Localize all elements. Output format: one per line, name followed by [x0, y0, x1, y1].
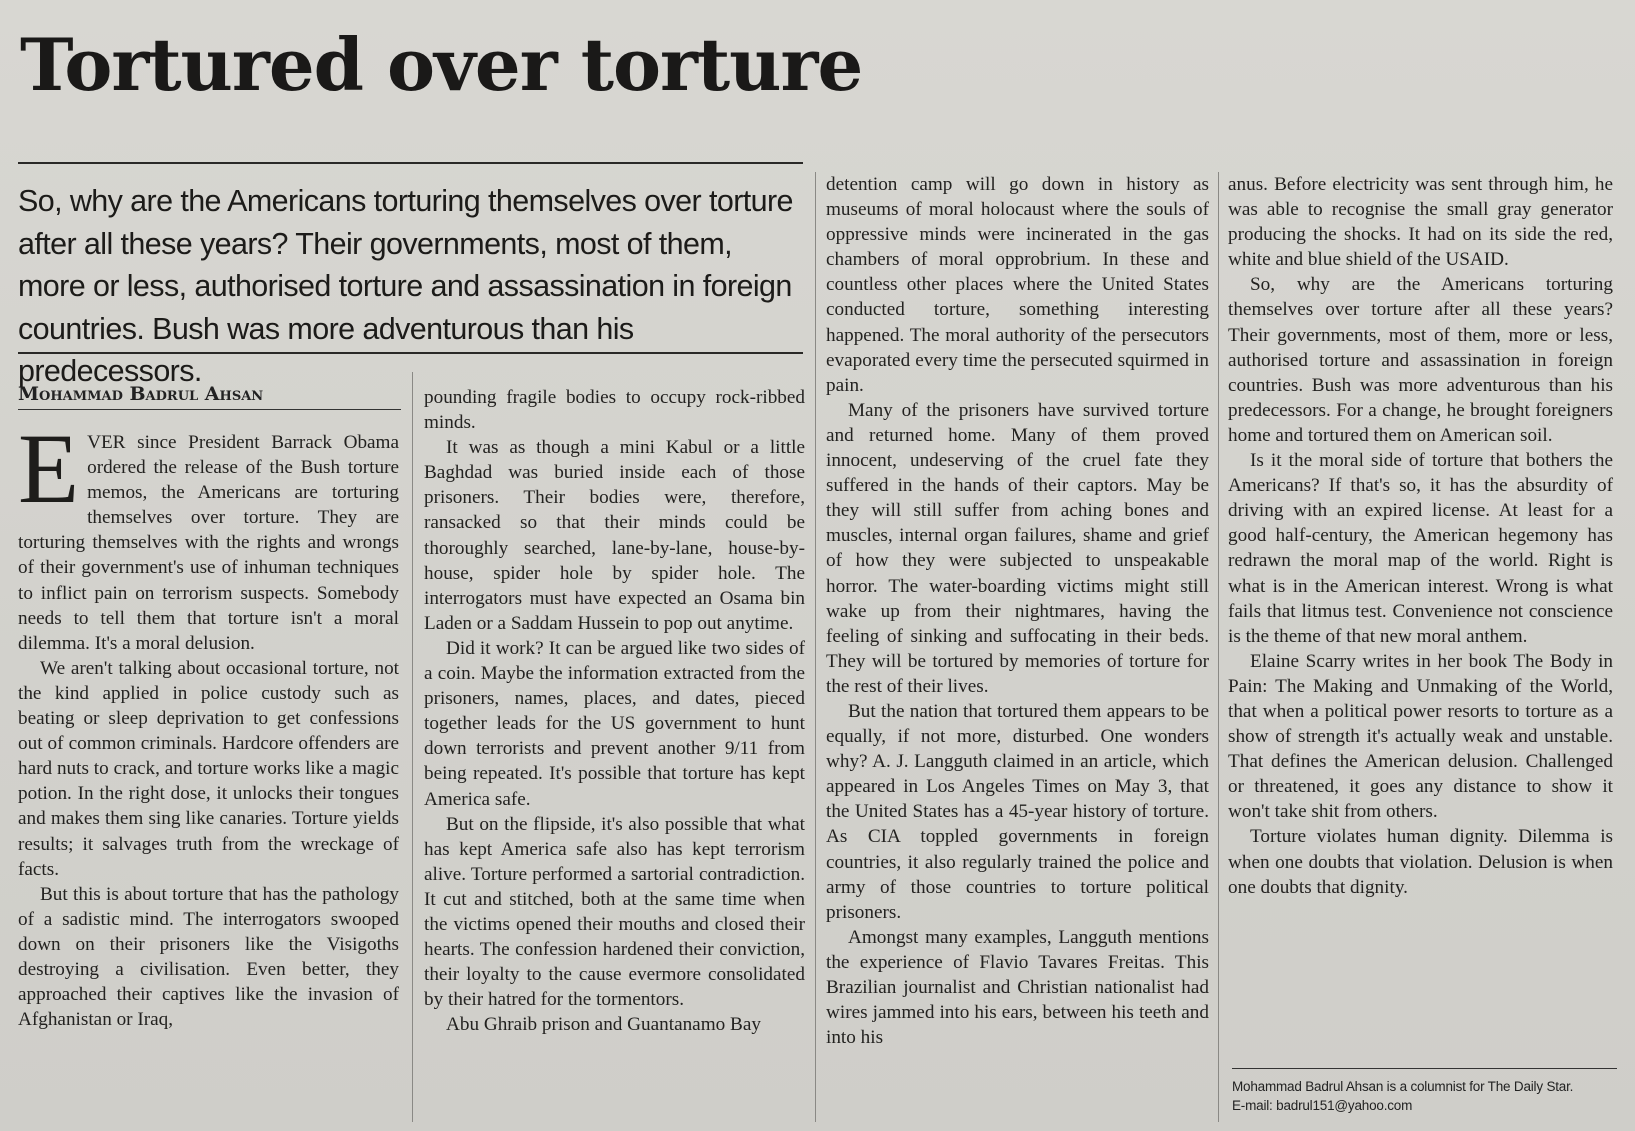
deck-top-rule — [18, 162, 803, 164]
paragraph: It was as though a mini Kabul or a little Baghdad was buried inside each of those prisoners. Their bodies were, therefore, ransacked so that their minds could be thoroughly searched, lane-by-lane, house-by-house, spider hole by spider hole. The interrogators must have expected an Osama bin Laden or a Saddam Hussein to pop out anytime. — [424, 437, 805, 634]
headline: Tortured over torture — [20, 22, 863, 107]
deck-bottom-rule — [18, 352, 803, 354]
paragraph: Many of the prisoners have survived torture and returned home. Many of them proved innocent, undeserving of the cruel fate they suffered in the hands of their captors. May be they will still suffer from aching bones and muscles, internal organ failures, shame and grief of how they were subjected to unspeakable horror. The water-boarding victims might still wake up from their nightmares, having the feeling of sinking and suffocating in their beds. They will be tortured by memories of torture for the rest of their lives. — [826, 399, 1209, 697]
paragraph: But on the flipside, it's also possible that what has kept America safe also has kept terrorism alive. Torture performed a sartorial contradiction. It cut and stitched, both at the same time when the victims opened their mouths and closed their hearts. The confession hardened their conviction, their loyalty to the cause evermore consolidated by their hatred for the tormentors. — [424, 813, 805, 1011]
column-1 — [18, 413, 399, 1032]
paragraph: We aren't talking about occasional torture, not the kind applied in police custody such as beating or sleep deprivation to get confessions out of common criminals. Hardcore offenders are hard nuts to crack, and torture works like a magic potion. In the right dose, it unlocks their tongues and makes them sing like canaries. Torture yields results; it salvages truth from the wreckage of facts. — [18, 657, 399, 880]
paragraph: detention camp will go down in history as museums of moral holocaust where the souls of oppressive minds were incinerated in the gas chambers of moral opprobrium. In these and countless other places where the United States conducted torture, something interesting happened. The moral authority of the persecutors evaporated every time the persecuted squirmed in pain. — [826, 174, 1209, 396]
column-gutter — [412, 372, 413, 1122]
paragraph: Elaine Scarry writes in her book The Body in Pain: The Making and Unmaking of the World, that when a political power resorts to torture as a show of strength it's actually weak and unstable. That defines the American delusion. Challenged or threatened, it goes any distance to show it won't take shit from others. — [1228, 650, 1613, 823]
paragraph: Amongst many examples, Langguth mentions the experience of Flavio Tavares Freitas. This Brazilian journalist and Christian nationalist had wires jammed into his ears, between his teeth and into his — [826, 926, 1209, 1049]
paragraph — [18, 413, 399, 656]
column-2 — [424, 385, 805, 1037]
author-email: E-mail: badrul151@yahoo.com — [1232, 1098, 1413, 1113]
paragraph: pounding fragile bodies to occupy rock-ribbed minds. — [424, 387, 805, 434]
author-bio: Mohammad Badrul Ahsan is a columnist for The Daily Star. — [1232, 1079, 1574, 1094]
paragraph: But the nation that tortured them appears to be equally, if not more, disturbed. One wonders why? A. J. Langguth claimed in an article, which appeared in Los Angeles Times on May 3, that the United States has a 45-year history of torture. As CIA toppled governments in foreign countries, it also regularly trained the police and army of those countries to torture political prisoners. — [826, 700, 1209, 923]
paragraph: But this is about torture that has the pathology of a sadistic mind. The interrogators swooped down on their prisoners like the Visigoths destroying a civilisation. Even better, they approached their captives like the invasion of Afghanistan or Iraq, — [18, 883, 399, 1031]
paragraph: anus. Before electricity was sent through him, he was able to recognise the small gray generator producing the shocks. It had on its side the red, white and blue shield of the USAID. — [1228, 174, 1613, 271]
column-gutter — [815, 172, 816, 1122]
paragraph: Torture violates human dignity. Dilemma is when one doubts that violation. Delusion is when one doubts that dignity. — [1228, 826, 1613, 898]
column-4 — [1228, 172, 1613, 900]
paragraph-text: VER since President Barrack Obama ordered the release of the Bush torture memos, the Americans are torturing themselves over torture. They are torturing themselves with the rights and wrongs of their government's use of inhuman techniques to inflict pain on terrorism suspects. Somebody needs to tell them that torture isn't a moral dilemma. It's a moral delusion. — [18, 432, 399, 654]
column-gutter — [1218, 172, 1219, 1122]
author-credit — [1232, 1068, 1617, 1115]
drop-cap: E — [18, 413, 80, 524]
paragraph: Abu Ghraib prison and Guantanamo Bay — [446, 1014, 761, 1036]
paragraph: Is it the moral side of torture that bothers the Americans? If that's so, it has the absurdity of driving with an expired license. At least for a good half-century, the American hegemony has redrawn the moral map of the world. Right is what is in the American interest. Wrong is what fails that litmus test. Convenience not conscience is the theme of that new moral anthem. — [1228, 450, 1613, 647]
deck-summary: So, why are the Americans torturing themselves over torture after all these years? Their governments, most of them, more or less, authorised torture and assassination in foreign countries. Bush was more adventurous than his predecessors. — [18, 184, 793, 388]
paragraph: Did it work? It can be argued like two sides of a coin. Maybe the information extracted from the prisoners, names, places, and dates, pieced together leads for the US government to hunt down terrorists and prevent another 9/11 from being repeated. It's possible that torture has kept America safe. — [424, 637, 805, 810]
paragraph: So, why are the Americans torturing themselves over torture after all these years? Their governments, most of them, more or less, authorised torture and assassination in foreign countries. Bush was more adventurous than his predecessors. For a change, he brought foreigners home and tortured them on American soil. — [1228, 274, 1613, 446]
byline: Mohammad Badrul Ahsan — [18, 383, 401, 410]
column-3 — [826, 172, 1209, 1050]
